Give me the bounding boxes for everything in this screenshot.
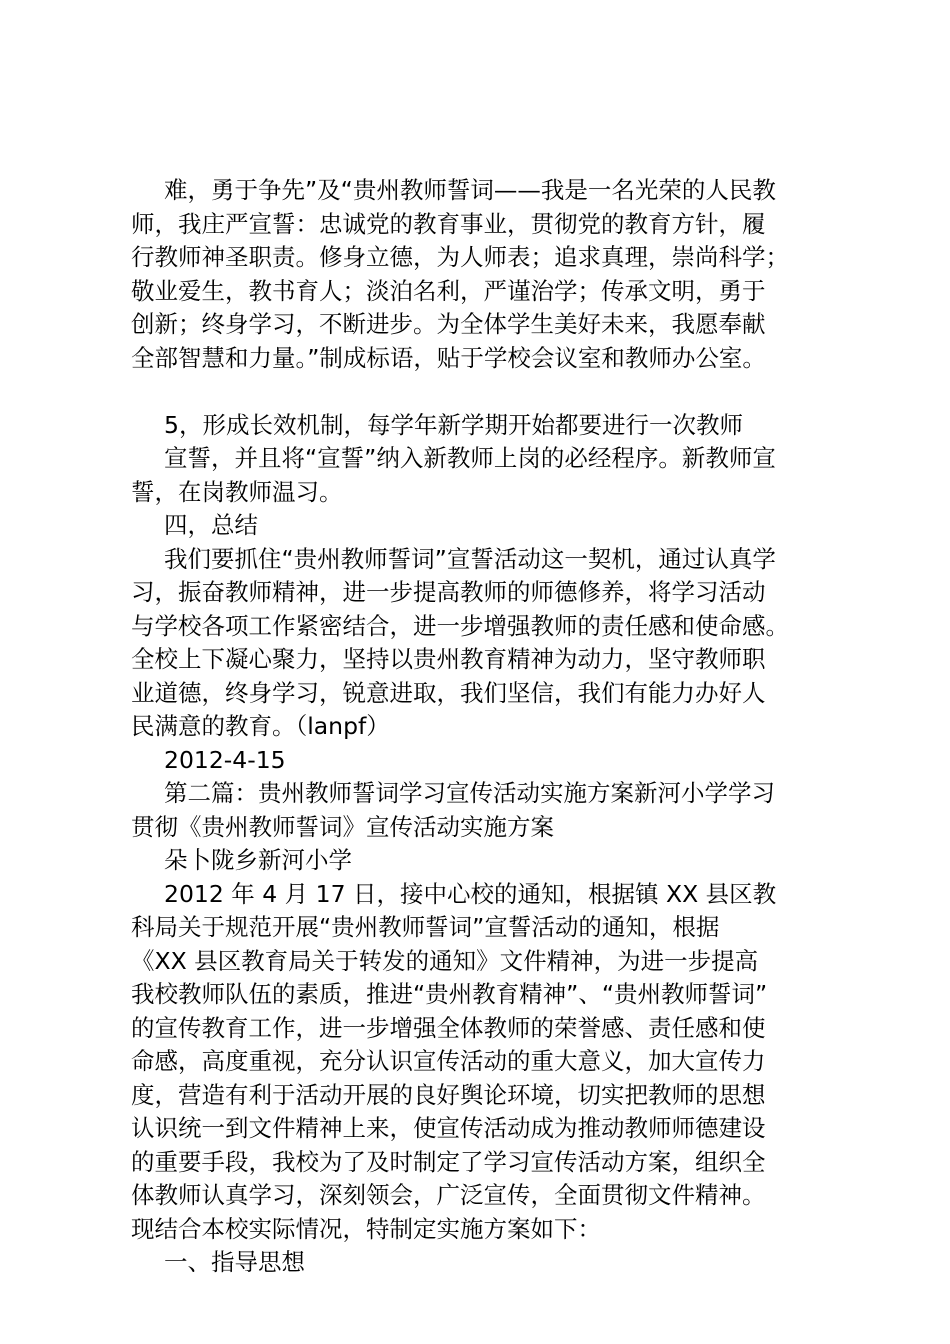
text-line: 现结合本校实际情况，特制定实施方案如下： — [131, 1214, 601, 1243]
text-line: 宣誓，并且将“宣誓”纳入新教师上岗的必经程序。新教师宣 — [164, 444, 776, 472]
text-line: 全校上下凝心聚力，坚持以贵州教育精神为动力，坚守教师职 — [131, 645, 766, 673]
date-line: 2012-4-15 — [164, 745, 286, 774]
text-line: 2012 年 4 月 17 日，接中心校的通知，根据镇 XX 县区教 — [164, 879, 777, 908]
school-name: 朵卜陇乡新河小学 — [164, 846, 352, 874]
text-line: 习，振奋教师精神，进一步提高教师的师德修养，将学习活动 — [131, 578, 766, 606]
text-line: 度，营造有利于活动开展的良好舆论环境，切实把教师的思想 — [131, 1080, 766, 1109]
text-line: 与学校各项工作紧密结合，进一步增强教师的责任感和使命感。 — [131, 611, 789, 640]
section-heading: 四，总结 — [164, 511, 258, 539]
text-line: 难，勇于争先”及“贵州教师誓词——我是一名光荣的人民教 — [164, 176, 776, 204]
text-line: 业道德，终身学习，锐意进取，我们坚信，我们有能力办好人 — [131, 678, 766, 707]
text-line: 敬业爱生，教书育人；淡泊名利，严谨治学；传承文明，勇于 — [131, 276, 766, 305]
document-body — [131, 174, 836, 1280]
text-line: 《XX 县区教育局关于转发的通知》文件精神，为进一步提高 — [131, 946, 759, 975]
text-line: 认识统一到文件精神上来，使宣传活动成为推动教师师德建设 — [131, 1114, 766, 1142]
text-line: 科局关于规范开展“贵州教师誓词”宣誓活动的通知，根据 — [131, 913, 720, 941]
text-line: 师，我庄严宣誓：忠诚党的教育事业，贯彻党的教育方针，履 — [131, 209, 766, 238]
text-line: 我校教师队伍的素质，推进“贵州教育精神”、“贵州教师誓词” — [131, 980, 768, 1008]
text-line: 誓，在岗教师温习。 — [131, 477, 343, 506]
section-heading: 一、指导思想 — [164, 1248, 305, 1276]
text-line: 创新；终身学习，不断进步。为全体学生美好未来，我愿奉献 — [131, 310, 766, 338]
paragraph-gap — [131, 375, 836, 409]
chapter-title-cont: 贯彻《贵州教师誓词》宣传活动实施方案 — [131, 812, 554, 841]
text-line: 命感，高度重视，充分认识宣传活动的重大意义，加大宣传力 — [131, 1047, 766, 1075]
text-line: 行教师神圣职责。修身立德，为人师表；追求真理，崇尚科学； — [131, 243, 789, 271]
text-line: 民满意的教育。（lanpf） — [131, 712, 390, 740]
text-line: 我们要抓住“贵州教师誓词”宣誓活动这一契机，通过认真学 — [164, 544, 776, 573]
text-line: 的重要手段，我校为了及时制定了学习宣传活动方案，组织全 — [131, 1147, 766, 1176]
text-line: 体教师认真学习，深刻领会，广泛宣传，全面贯彻文件精神。 — [131, 1181, 766, 1209]
text-line: 全部智慧和力量。”制成标语，贴于学校会议室和教师办公室。 — [131, 343, 766, 372]
text-line: 5，形成长效机制，每学年新学期开始都要进行一次教师 — [164, 410, 743, 439]
text-line: 的宣传教育工作，进一步增强全体教师的荣誉感、责任感和使 — [131, 1013, 766, 1042]
chapter-title: 第二篇：贵州教师誓词学习宣传活动实施方案新河小学学习 — [164, 779, 775, 807]
